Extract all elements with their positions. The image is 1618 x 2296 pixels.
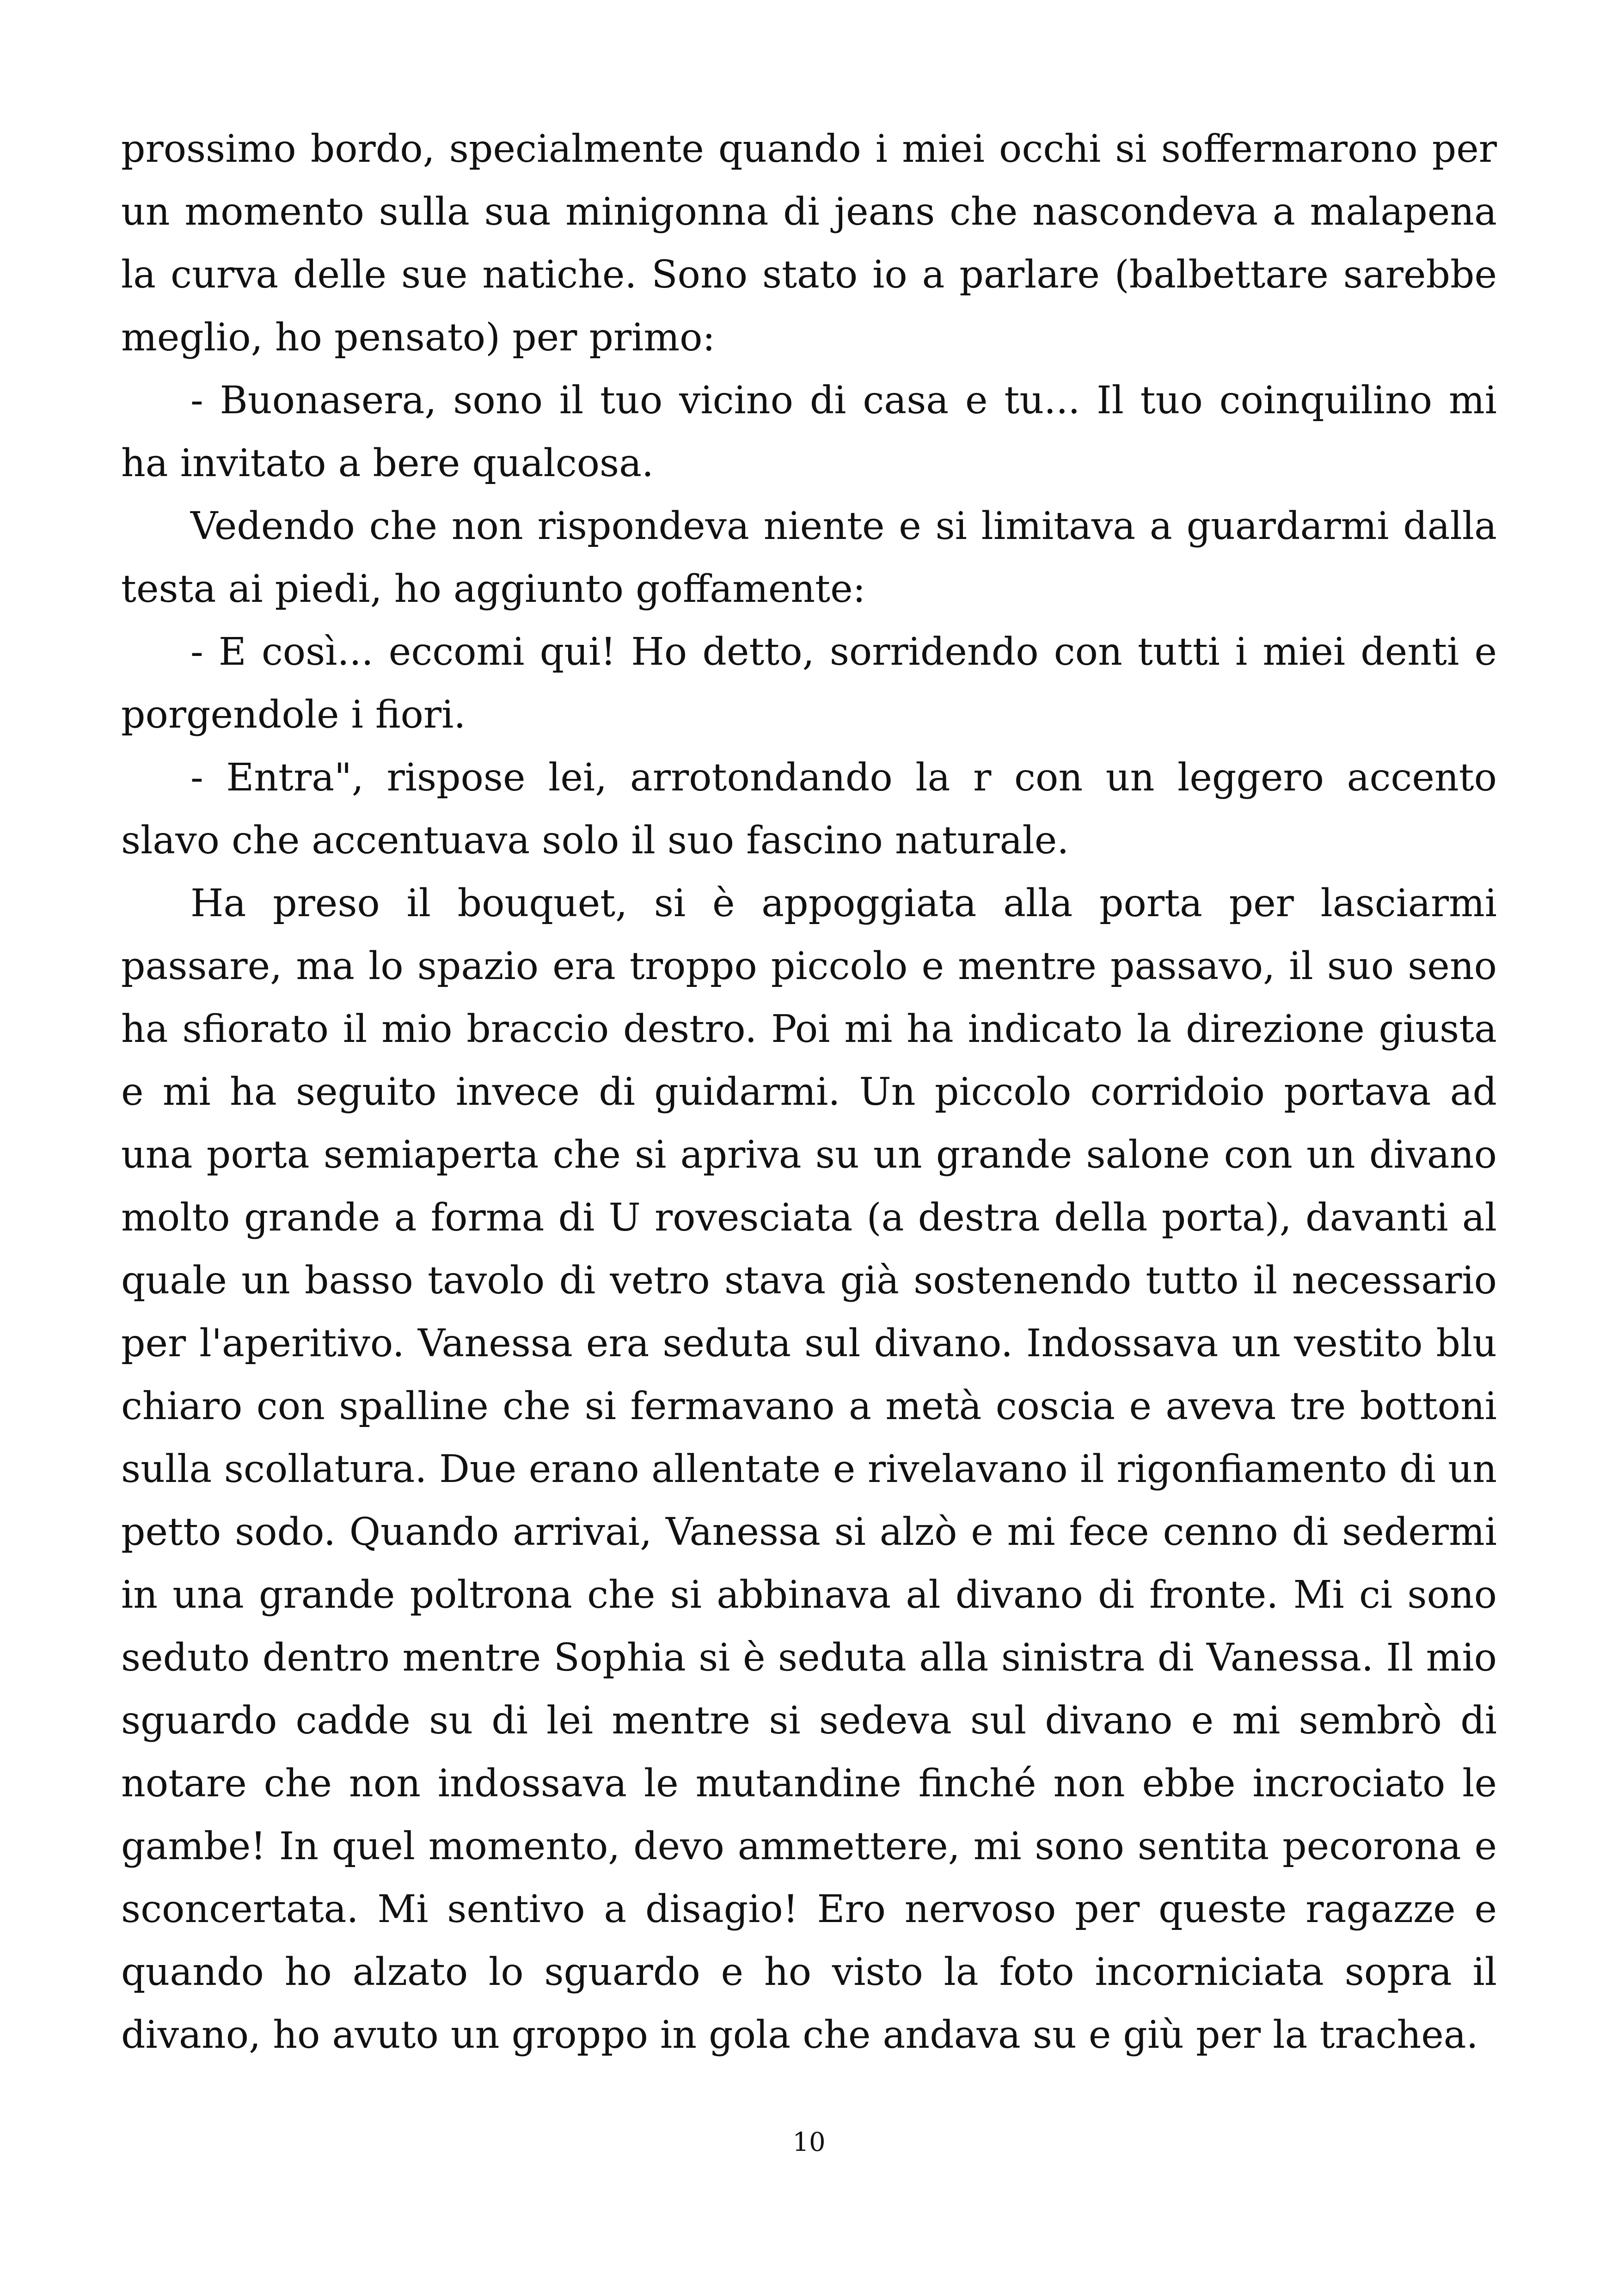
paragraph-continuation: prossimo bordo, specialmente quando i miei occhi si soffermarono per un momento sulla sua minigonna di jeans che nascondeva a malapena la curva delle sue natiche. Sono stato io a parlare (balbettare sarebbe meglio, ho pensato) per primo:	[121, 127, 1497, 360]
paragraph-dialogue-entra: - Entra", rispose lei, arrotondando la r con un leggero accento slavo che accentuava solo il suo fascino naturale.	[121, 756, 1497, 863]
page-number: 10	[792, 2127, 826, 2157]
paragraph-narration-long: Ha preso il bouquet, si è appoggiata alla porta per lasciarmi passare, ma lo spazio era troppo piccolo e mentre passavo, il suo seno ha sfiorato il mio braccio destro. Poi mi ha indicato la direzione giusta e mi ha seguito invece di guidarmi. Un piccolo corridoio portava ad una porta semiaperta che si apriva su un grande salone con un divano molto grande a forma di U rovesciata (a destra della porta), davanti al quale un basso tavolo di vetro stava già sostenendo tutto il necessario per l'aperitivo. Vanessa era seduta sul divano. Indossava un vestito blu chiaro con spalline che si fermavano a metà coscia e aveva tre bottoni sulla scollatura. Due erano allentate e rivelavano il rigonfiamento di un petto sodo. Quando arrivai, Vanessa si alzò e mi fece cenno di sedermi in una grande poltrona che si abbinava al divano di fronte. Mi ci sono seduto dentro mentre Sophia si è seduta alla sinistra di Vanessa. Il mio sguardo cadde su di lei mentre si sedeva sul divano e mi sembrò di notare che non indossava le mutandine finché non ebbe incrociato le gambe! In quel momento, devo ammettere, mi sono sentita pecorona e sconcertata. Mi sentivo a disagio! Ero nervoso per queste ragazze e quando ho alzato lo sguardo e ho visto la foto incorniciata sopra il divano, ho avuto un groppo in gola che andava su e giù per la trachea.	[121, 882, 1497, 2057]
page-body-text	[121, 118, 1497, 2067]
paragraph-narration: Vedendo che non rispondeva niente e si limitava a guardarmi dalla testa ai piedi, ho aggiunto goffamente:	[121, 504, 1497, 611]
paragraph-dialogue-arrival: - E così... eccomi qui! Ho detto, sorridendo con tutti i miei denti e porgendole i fiori.	[121, 630, 1497, 737]
paragraph-dialogue-greeting: - Buonasera, sono il tuo vicino di casa e tu... Il tuo coinquilino mi ha invitato a bere qualcosa.	[121, 379, 1497, 485]
